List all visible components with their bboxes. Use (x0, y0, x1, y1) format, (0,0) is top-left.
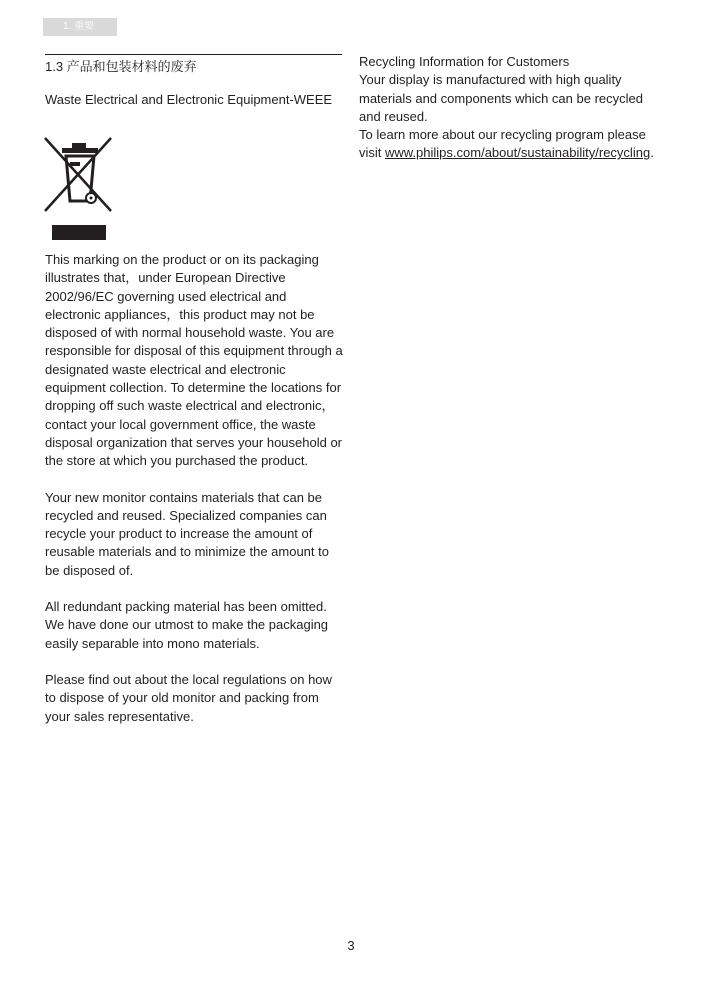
weee-marking-bar (52, 225, 106, 240)
section-title: 1.3 产品和包装材料的废弃 (45, 59, 197, 74)
chapter-tab: 1. 重要 (43, 18, 117, 36)
paragraph-weee-marking: This marking on the product or on its packaging illustrates that，under European Directive 2002/96/EC governing used electrical and electronic appliances，this product may not be disposed of with normal household waste. You are responsible for disposal of this equipment through a designated waste electrical and electronic equipment collection. To determine the locations for dropping off such waste electrical and electronic，contact your local government office, the waste disposal organization that serves your household or the store at which you purchased the product. (45, 252, 343, 469)
recycling-link[interactable]: www.philips.com/about/sustainability/recycling (385, 145, 651, 161)
recycling-program-period: . (650, 145, 654, 161)
recycling-heading: Recycling Information for Customers (359, 54, 570, 69)
paragraph-local-regulations: Please find out about the local regulations on how to dispose of your old monitor and packing from your sales representative. (45, 671, 332, 724)
paragraph-recyclable-materials: Your new monitor contains materials that can be recycled and reused. Specialized companies can recycle your product to increase the amount of reusable materials and to minimize the amount to be disposed of. (45, 489, 329, 578)
paragraph-recycling-program (359, 126, 659, 163)
crossed-out-wheeled-bin-icon (42, 135, 114, 220)
weee-heading: Waste Electrical and Electronic Equipment-WEEE (45, 92, 333, 107)
section-rule (45, 54, 342, 55)
paragraph-display-materials: Your display is manufactured with high quality materials and components which can be recycled and reused. (359, 72, 643, 124)
right-column (359, 53, 659, 163)
left-column (45, 251, 345, 744)
paragraph-packing-material: All redundant packing material has been omitted. We have done our utmost to make the packaging easily separable into mono materials. (45, 599, 329, 651)
recycling-program-text: To learn more about our recycling program please visit (359, 127, 646, 161)
page-number: 3 (347, 938, 355, 953)
